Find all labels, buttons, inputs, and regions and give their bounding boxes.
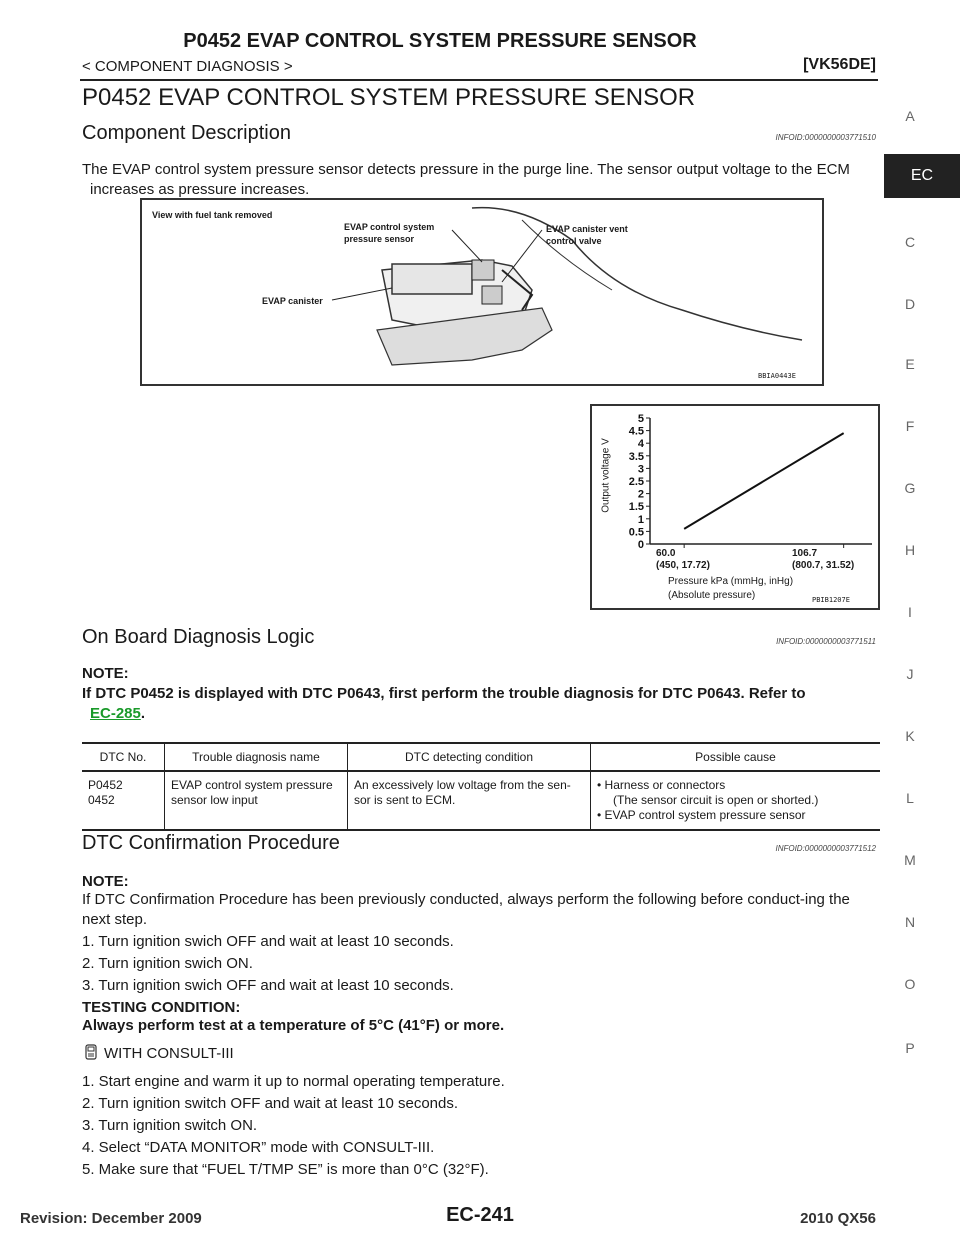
- y-tick-label: 3: [637, 463, 644, 476]
- confirmation-note-text: If DTC Confirmation Procedure has been previously conducted, always perform the following before conduct-ing the next step.: [82, 891, 850, 928]
- step-3: 3. Turn ignition swich OFF and wait at least 10 seconds.: [82, 977, 454, 994]
- engine-code: [VK56DE]: [803, 56, 876, 73]
- tab-l[interactable]: L: [906, 790, 914, 806]
- tab-o[interactable]: O: [904, 976, 916, 992]
- table-header-row: [82, 743, 880, 771]
- page-title: P0452 EVAP CONTROL SYSTEM PRESSURE SENSOR: [82, 84, 696, 111]
- consult-step-1: 1. Start engine and warm it up to normal operating temperature.: [82, 1073, 505, 1090]
- cause-item-sub: (The sensor circuit is open or shorted.): [613, 793, 819, 807]
- revision-date: Revision: December 2009: [20, 1210, 202, 1227]
- label-evap-canister: EVAP canister: [262, 296, 323, 306]
- table-row: [82, 771, 880, 830]
- y-tick-label: 4.5: [628, 425, 644, 438]
- consult-step-2: 2. Turn ignition switch OFF and wait at least 10 seconds.: [82, 1095, 459, 1112]
- section-heading-dtc-confirmation: DTC Confirmation Procedure: [82, 832, 340, 854]
- testing-condition-text: Always perform test at a temperature of 5°C (41°F) or more.: [82, 1017, 505, 1034]
- x-axis-label: Pressure kPa (mmHg, inHg): [668, 576, 794, 587]
- figure-code: BBIA0443E: [758, 372, 796, 380]
- y-tick-label: 3.5: [628, 450, 644, 463]
- step-1: 1. Turn ignition swich OFF and wait at least 10 seconds.: [82, 933, 454, 950]
- y-tick-label: 1.5: [628, 501, 644, 514]
- page-number: EC-241: [446, 1204, 514, 1226]
- voltage-chart: [590, 404, 880, 610]
- step-2: 2. Turn ignition swich ON.: [82, 955, 253, 972]
- cell-detecting-condition: An excessively low voltage from the sen-sor is sent to ECM.: [348, 771, 591, 830]
- component-description-text: The EVAP control system pressure sensor detects pressure in the purge line. The sensor output voltage to the ECM increases as pressure increases.: [82, 161, 850, 198]
- infoid: INFOID:0000000003771510: [775, 133, 876, 142]
- tab-g[interactable]: G: [904, 480, 916, 496]
- header-title: P0452 EVAP CONTROL SYSTEM PRESSURE SENSOR: [183, 30, 697, 52]
- component-location-figure: [140, 198, 824, 386]
- x-axis-label-sub: (Absolute pressure): [668, 590, 756, 601]
- col-trouble-name: Trouble diagnosis name: [165, 743, 348, 771]
- cell-dtc-no: [82, 771, 165, 830]
- cell-trouble-name: EVAP control system pressure sensor low input: [165, 771, 348, 830]
- x-tick-label-1: 60.0: [656, 548, 676, 559]
- col-possible-cause: Possible cause: [591, 743, 881, 771]
- y-tick-label: 4: [637, 438, 644, 451]
- x-tick-sub-2: (800.7, 31.52): [792, 560, 855, 571]
- y-tick-label: 1: [637, 513, 644, 526]
- y-tick-label: 2: [637, 488, 644, 501]
- obd-note: [82, 684, 878, 724]
- tab-a[interactable]: A: [905, 108, 915, 124]
- x-tick-sub-1: (450, 17.72): [656, 560, 710, 571]
- consult-step-4: 4. Select “DATA MONITOR” mode with CONSULT-III.: [82, 1139, 435, 1156]
- label-vent-valve-line1: EVAP canister vent: [546, 224, 628, 234]
- dtc-code: P0452: [88, 778, 123, 792]
- tab-m[interactable]: M: [904, 852, 916, 868]
- note-label: NOTE:: [82, 873, 129, 890]
- infoid: INFOID:0000000003771512: [775, 844, 876, 853]
- y-tick-label: 2.5: [628, 476, 644, 488]
- testing-condition-label: TESTING CONDITION:: [82, 999, 241, 1016]
- tab-p[interactable]: P: [905, 1040, 915, 1056]
- header-rule: [80, 79, 878, 81]
- y-tick-label: 5: [637, 413, 644, 425]
- label-pressure-sensor-line2: pressure sensor: [344, 234, 415, 244]
- cause-item: • EVAP control system pressure sensor: [597, 808, 806, 822]
- component-illustration: [142, 200, 822, 384]
- tab-ec-active[interactable]: EC: [884, 154, 960, 198]
- tab-j[interactable]: J: [906, 666, 914, 682]
- consult-step-3: 3. Turn ignition switch ON.: [82, 1117, 258, 1134]
- model-year: 2010 QX56: [800, 1210, 876, 1227]
- breadcrumb: < COMPONENT DIAGNOSIS >: [82, 58, 293, 75]
- ec-285-link[interactable]: EC-285: [90, 705, 141, 722]
- label-vent-valve-line2: control valve: [546, 236, 602, 246]
- consult-tool-icon: [84, 1044, 98, 1060]
- cause-item: • Harness or connectors: [597, 778, 726, 792]
- tab-c[interactable]: C: [904, 234, 916, 250]
- section-heading-component-description: Component Description: [82, 122, 291, 144]
- tab-h[interactable]: H: [904, 542, 916, 558]
- cell-possible-cause: [591, 771, 881, 830]
- consult-heading: WITH CONSULT-III: [104, 1045, 234, 1062]
- col-dtc-no: DTC No.: [82, 743, 165, 771]
- obd-note-text: If DTC P0452 is displayed with DTC P0643, first perform the trouble diagnosis for DTC P0643. Refer to: [82, 685, 806, 702]
- dtc-table: [82, 742, 880, 831]
- consult-step-5: 5. Make sure that “FUEL T/TMP SE” is more than 0°C (32°F).: [82, 1161, 489, 1178]
- figure-caption: View with fuel tank removed: [152, 210, 273, 220]
- x-tick-label-2: 106.7: [792, 548, 818, 559]
- y-tick-label: 0: [637, 539, 644, 551]
- tab-n[interactable]: N: [904, 914, 916, 930]
- note-label: NOTE:: [82, 665, 129, 682]
- tab-k[interactable]: K: [905, 728, 915, 744]
- section-heading-obd-logic: On Board Diagnosis Logic: [82, 626, 315, 648]
- label-pressure-sensor-line1: EVAP control system: [344, 222, 435, 232]
- infoid: INFOID:0000000003771511: [776, 637, 876, 646]
- tab-e[interactable]: E: [905, 356, 915, 372]
- y-tick-label: 0.5: [628, 526, 644, 539]
- dtc-code-alt: 0452: [88, 793, 115, 807]
- col-detecting-condition: DTC detecting condition: [348, 743, 591, 771]
- note-period: .: [140, 705, 146, 722]
- series-line: [684, 433, 843, 529]
- y-axis-label: Output voltage V: [600, 438, 612, 513]
- tab-d[interactable]: D: [904, 296, 916, 312]
- tab-f[interactable]: F: [905, 418, 915, 434]
- chart-code: PBIB1207E: [812, 596, 850, 604]
- tab-i[interactable]: I: [908, 604, 912, 620]
